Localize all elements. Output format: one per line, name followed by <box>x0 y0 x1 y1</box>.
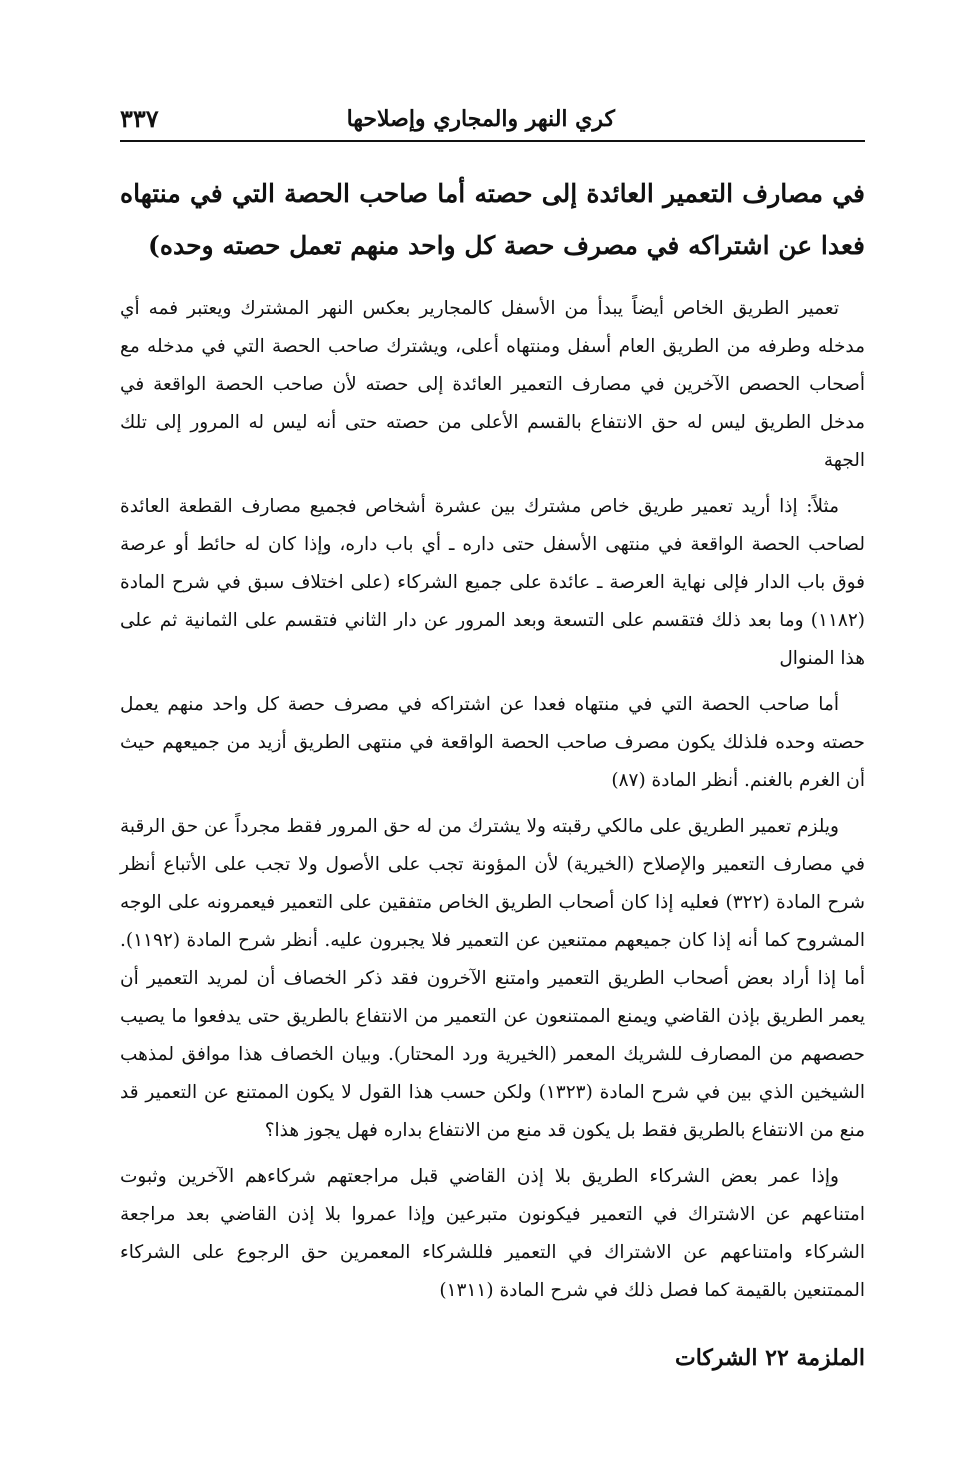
body-paragraph-2: مثلاً: إذا أريد تعمير طريق خاص مشترك بين عشرة أشخاص فجميع مصارف القطعة العائدة لصاحب الحصة الواقعة في منتهى الأسفل حتى داره ـ أي باب داره، وإذا كان له حائط أو عرصة فوق باب الدار فإلى نهاية العرصة ـ عائدة على جميع الشركاء (على اختلاف سبق في شرح المادة (١١٨٢) وما بعد ذلك فتقسم على التسعة وبعد المرور عن دار الثاني فتقسم على الثمانية ثم على هذا المنوال <box>120 496 865 669</box>
page-number: ٣٣٧ <box>120 104 159 133</box>
page-body <box>120 168 865 1318</box>
lead-paragraph: في مصارف التعمير العائدة إلى حصته أما صاحب الحصة التي في منتهاه فعدا عن اشتراكه في مصرف حصة كل واحد منهم تعمل حصته وحده) <box>120 179 865 260</box>
page-header <box>120 100 865 142</box>
body-paragraph-3: أما صاحب الحصة التي في منتهاه فعدا عن اشتراكه في مصرف حصة كل واحد منهم يعمل حصته وحده فلذلك يكون مصرف صاحب الحصة الواقعة في منتهى الطريق أزيد من جميعهم حيث أن الغرم بالغنم. أنظر المادة (٨٧) <box>120 694 865 791</box>
body-paragraph-4: ويلزم تعمير الطريق على مالكي رقبته ولا يشترك من له حق المرور فقط مجرداً عن حق الرقبة في مصارف التعمير والإصلاح (الخيرية) لأن المؤونة تجب على الأصول ولا تجب على الأتباع أنظر شرح المادة (٣٢٢) فعليه إذا كان أصحاب الطريق الخاص متفقين على التعمير فيعمرونه على الوجه المشروح كما أنه إذا كان جميعهم ممتنعين عن التعمير فلا يجبرون عليه. أنظر شرح المادة (١١٩٢). أما إذا أراد بعض أصحاب الطريق التعمير وامتنع الآخرون فقد ذكر الخصاف أن لمريد التعمير أن يعمر الطريق بإذن القاضي ويمنع الممتنعون عن التعمير من الانتفاع بالطريق حتى يدفعوا ما يصيب حصصهم من المصارف للشريك المعمر (الخيرية ورد المحتار). وبيان الخصاف هذا موافق لمذهب الشيخين الذي بين في شرح المادة (١٣٢٣) ولكن حسب هذا القول لا يكون الممتنع عن التعمير قد منع من الانتفاع بالطريق فقط بل يكون قد منع من الانتفاع بداره فهل يجوز هذا؟ <box>120 816 866 1141</box>
running-title: كري النهر والمجاري وإصلاحها <box>346 106 615 132</box>
body-paragraph-1: تعمير الطريق الخاص أيضاً يبدأ من الأسفل كالمجارير بعكس النهر المشترك ويعتبر فمه أي مدخله وطرفه من الطريق العام أسفل ومنتهاه أعلى، ويشترك صاحب الحصة التي في مدخله مع أصحاب الحصص الآخرين في مصارف التعمير العائدة إلى حصته لأن صاحب الحصة الواقعة في مدخل الطريق ليس له حق الانتفاع بالقسم الأعلى من حصته حتى أنه ليس له المرور إلى تلك الجهة <box>120 298 865 471</box>
signature-mark: الملزمة ٢٢ الشركات <box>675 1345 865 1371</box>
body-paragraph-5: وإذا عمر بعض الشركاء الطريق بلا إذن القاضي قبل مراجعتهم شركاءهم الآخرين وثبوت امتناعهم عن الاشتراك في التعمير فيكونون متبرعين وإذا عمروا بلا إذن القاضي بعد مراجعة الشركاء وامتناعهم عن الاشتراك في التعمير فللشركاء المعمرين حق الرجوع على الشركاء الممتنعين بالقيمة كما فصل ذلك في شرح المادة (١٣١١) <box>120 1166 865 1301</box>
